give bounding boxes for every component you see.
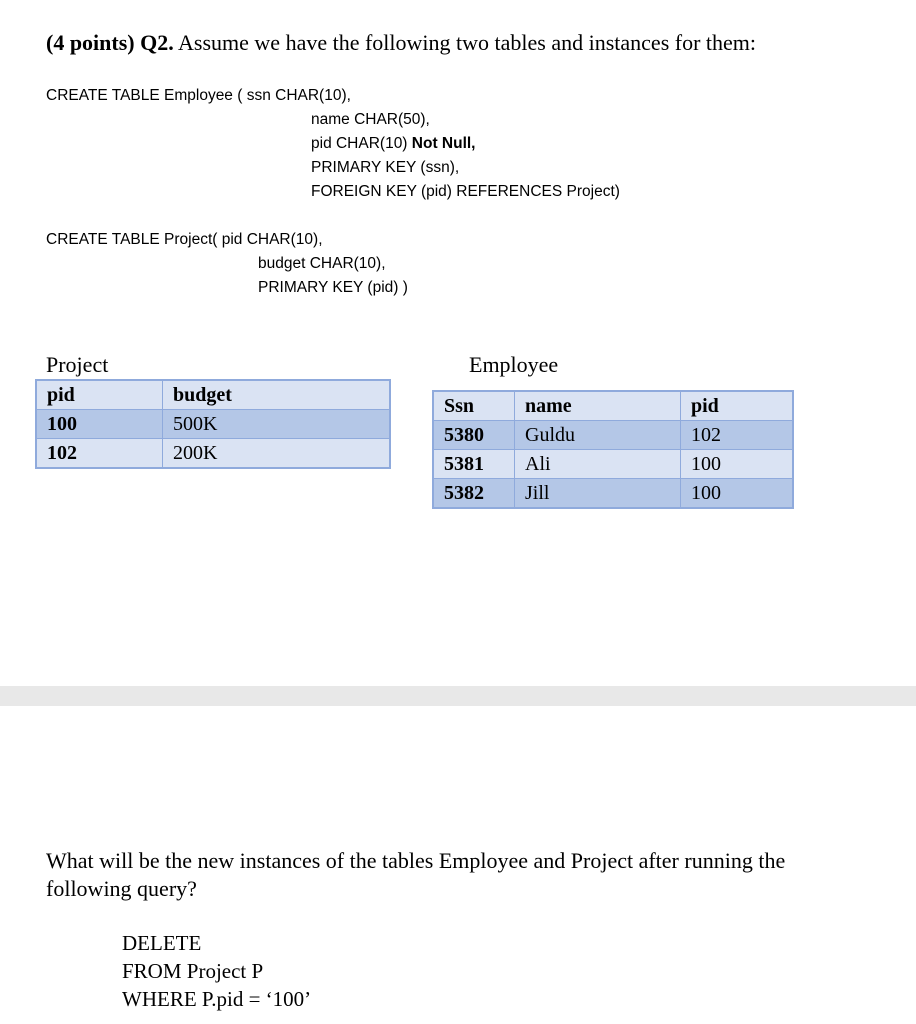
query-line-2: FROM Project P [122,959,264,983]
employee-table-caption: Employee [469,352,559,377]
table-cell: 102 [681,421,794,450]
points-label: (4 points) Q2. [46,30,174,55]
query-line-1: DELETE [122,931,202,955]
employee-ddl-line-5: FOREIGN KEY (pid) REFERENCES Project) [311,183,620,200]
table-row [36,410,390,439]
table-header-row [433,391,793,421]
heading-text: Assume we have the following two tables and instances for them: [173,30,757,55]
table-row [433,421,793,450]
project-ddl-line-1: CREATE TABLE Project( pid CHAR(10), [46,231,323,248]
table-cell: Ali [515,450,681,479]
table-cell: 500K [163,410,391,439]
sql-query [122,929,311,1013]
table-row [433,450,793,479]
table-cell: Jill [515,479,681,509]
column-header-budget: budget [163,380,391,410]
table-cell: 100 [681,450,794,479]
table-cell: Guldu [515,421,681,450]
table-cell: 100 [36,410,163,439]
project-ddl-line-3: PRIMARY KEY (pid) ) [258,279,408,296]
employee-table [432,390,794,509]
column-header-pid: pid [681,391,794,421]
table-row [36,439,390,469]
project-table [35,379,391,469]
page-divider [0,686,916,706]
project-table-caption: Project [46,352,109,377]
employee-ddl-line-4: PRIMARY KEY (ssn), [311,159,460,176]
query-line-3: WHERE P.pid = ‘100’ [122,987,312,1011]
question-heading [46,30,756,56]
project-ddl-line-2: budget CHAR(10), [258,255,386,272]
table-cell: 5381 [433,450,515,479]
employee-ddl-line-1: CREATE TABLE Employee ( ssn CHAR(10), [46,87,351,104]
column-header-name: name [515,391,681,421]
table-header-row [36,380,390,410]
table-cell: 102 [36,439,163,469]
table-cell: 5380 [433,421,515,450]
table-cell: 100 [681,479,794,509]
table-cell: 200K [163,439,391,469]
not-null-constraint: Not Null, [411,135,476,152]
employee-ddl-line-3 [311,132,476,156]
question-text: What will be the new instances of the tables Employee and Project after running the following query? [46,848,786,901]
column-header-ssn: Ssn [433,391,515,421]
table-cell: 5382 [433,479,515,509]
employee-ddl-line-3-plain: pid CHAR(10) [311,135,412,152]
table-row [433,479,793,509]
column-header-pid: pid [36,380,163,410]
employee-ddl-line-2: name CHAR(50), [311,111,430,128]
